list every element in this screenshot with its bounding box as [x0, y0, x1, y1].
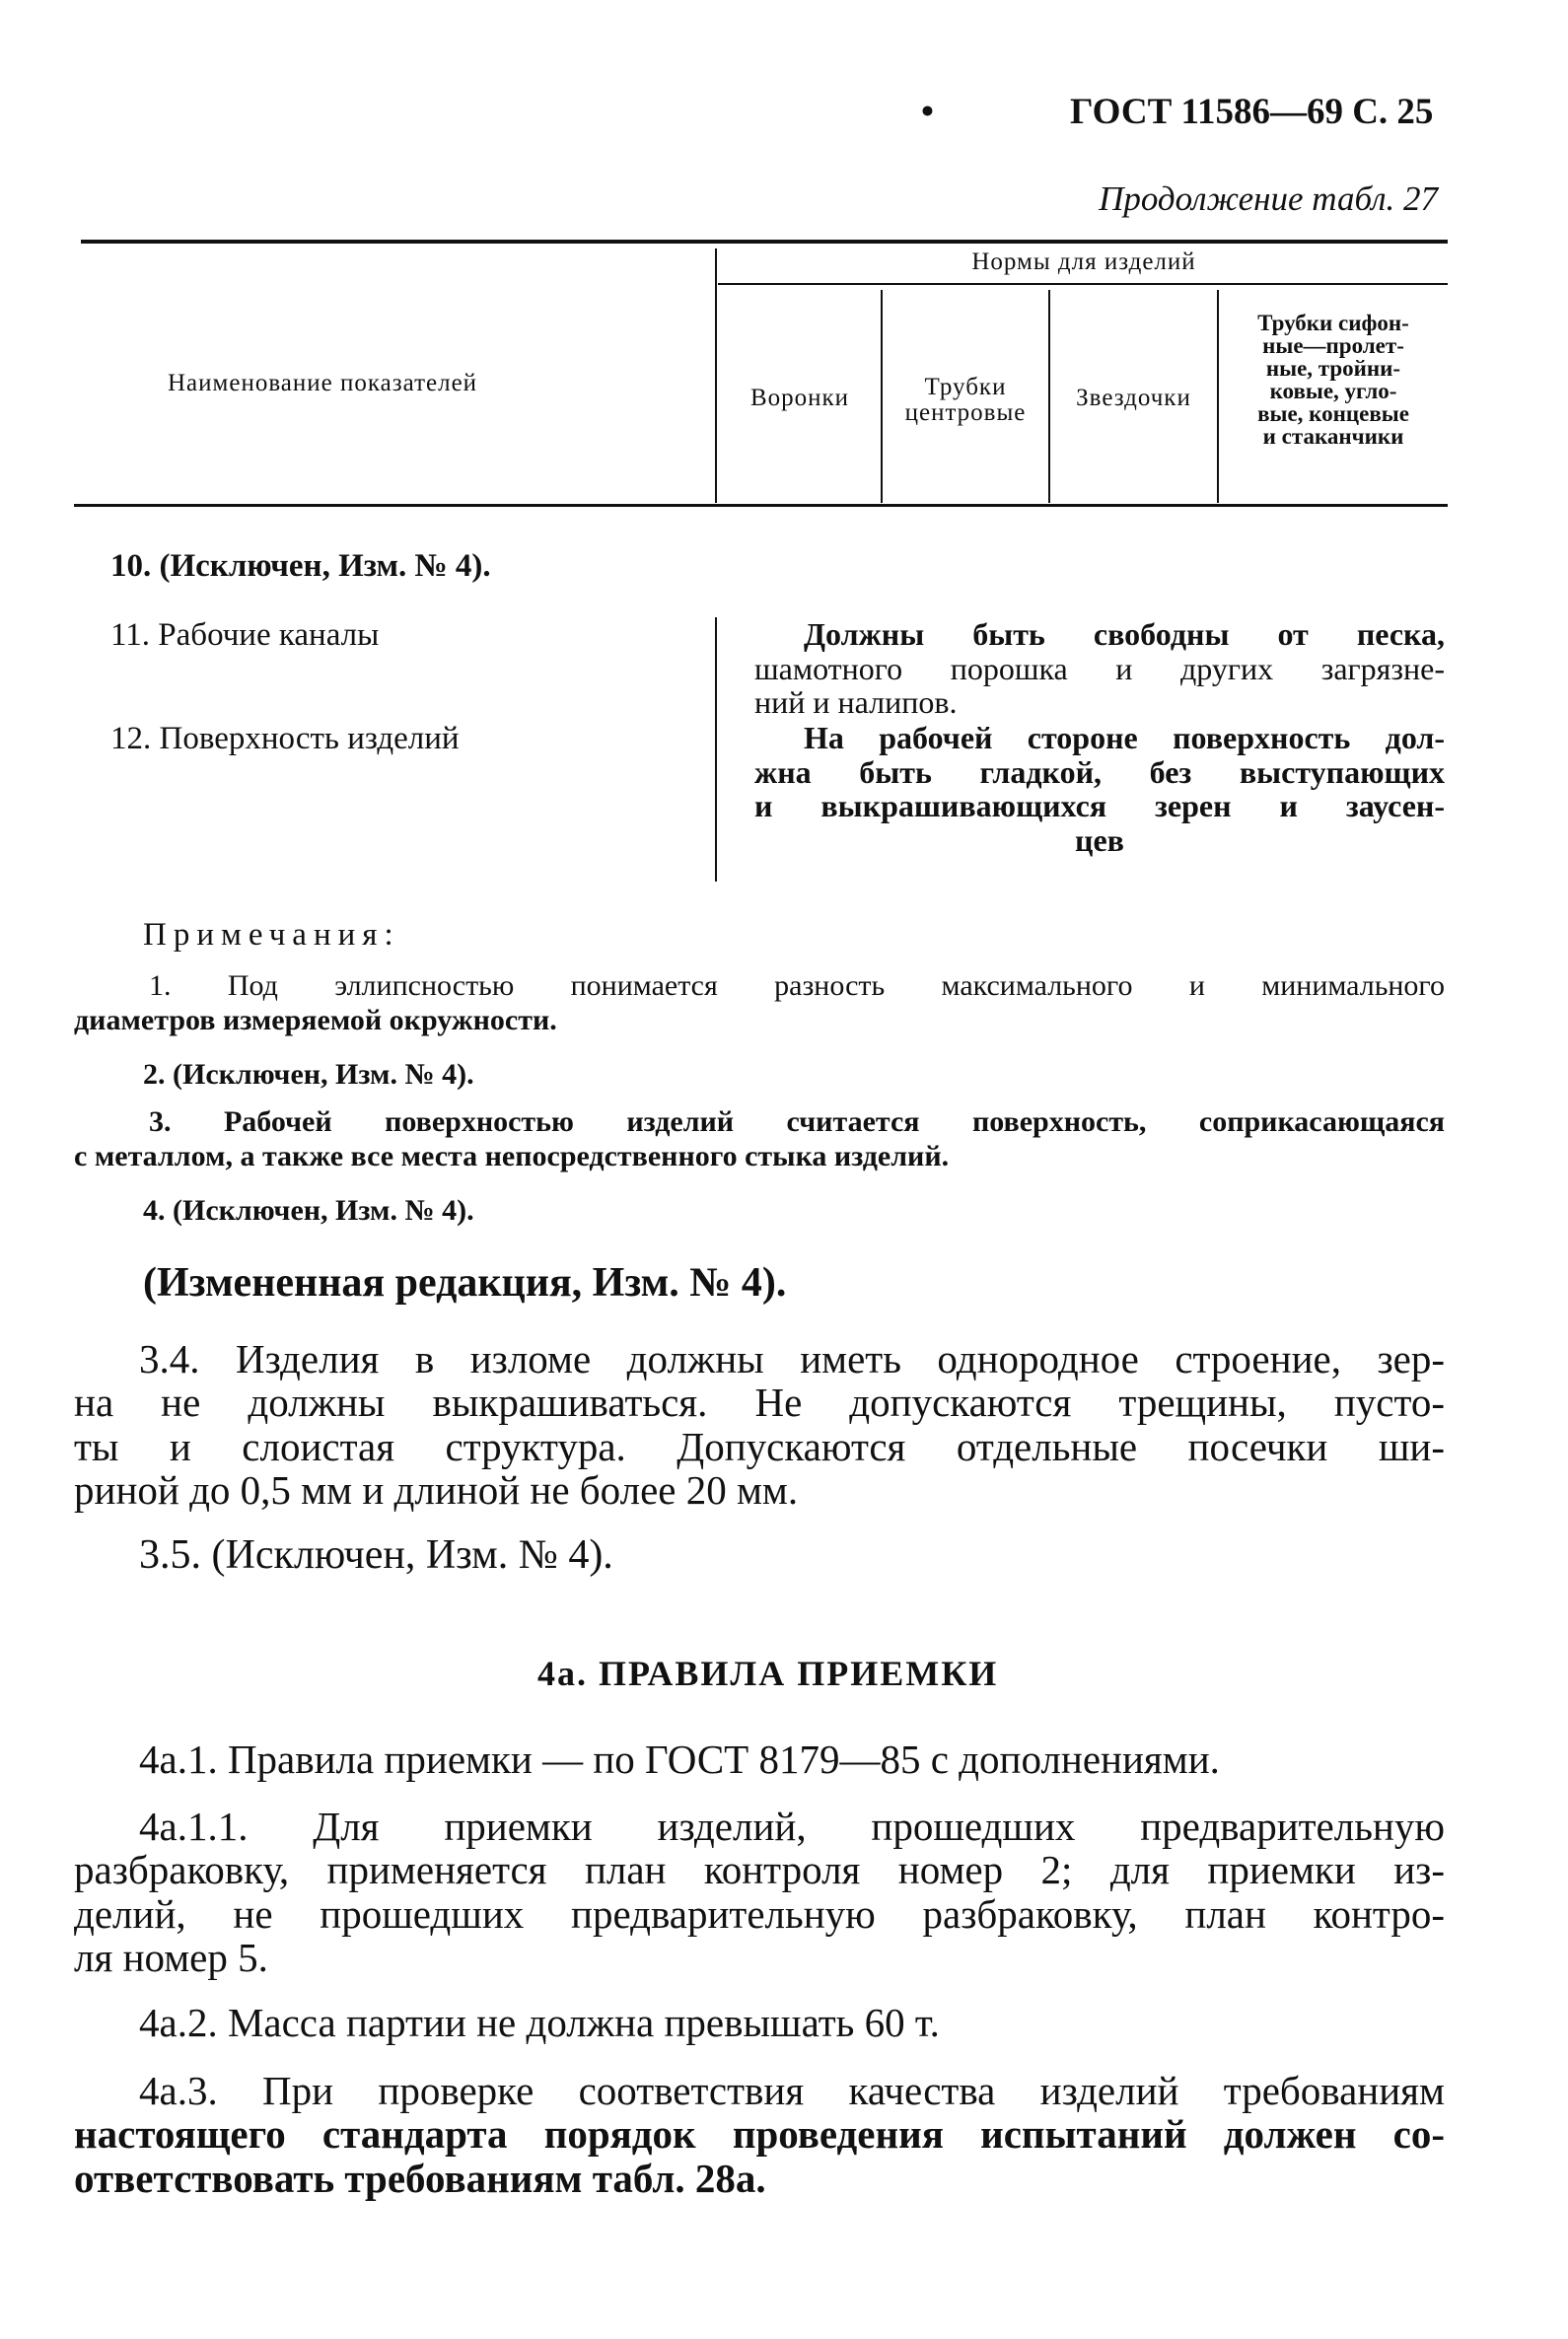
column-header-siphon-tubes — [1219, 312, 1448, 448]
norm-11-line-3: ний и налипов. — [754, 684, 958, 721]
p34-line-2: на не должны выкрашиваться. Не допускаются трещины, пусто- — [74, 1380, 1445, 1426]
table-body-divider — [715, 617, 717, 882]
note-3-line-2: с металлом, а также все места непосредственного стыка изделий. — [74, 1140, 950, 1173]
p34-line-3: ты и слоистая структура. Допускаются отдельные посечки ши- — [74, 1423, 1445, 1469]
revision-note: (Измененная редакция, Изм. № 4). — [143, 1260, 787, 1306]
table-divider-main — [715, 248, 717, 503]
note-3-line-1: 3. Рабочей поверхностью изделий считается поверхность, соприкасающаяся — [149, 1105, 1445, 1138]
section-title-acceptance-rules: 4а. ПРАВИЛА ПРИЕМКИ — [537, 1654, 999, 1693]
note-2: 2. (Исключен, Изм. № 4). — [143, 1058, 474, 1091]
p4a11-line-4: ля номер 5. — [74, 1934, 268, 1980]
siphon-line-2: ные—пролет- — [1262, 333, 1404, 358]
norm-row-12 — [754, 721, 1445, 857]
p34-line-1: 3.4. Изделия в изломе должны иметь однородное строение, зер- — [139, 1336, 1445, 1382]
paragraph-3-4 — [74, 1337, 1445, 1512]
p4a3-line-1: 4а.3. При проверке соответствия качества изделий требованиям — [139, 2068, 1445, 2113]
siphon-line-1: Трубки сифон- — [1257, 311, 1409, 335]
table-row-12: 12. Поверхность изделий — [110, 721, 460, 756]
note-1-line-2: диаметров измеряемой окружности. — [74, 1004, 557, 1037]
column-header-funnels: Воронки — [749, 385, 850, 411]
p4a11-line-1: 4а.1.1. Для приемки изделий, прошедших предварительную — [139, 1804, 1445, 1849]
note-1 — [74, 968, 1445, 1038]
page-header-title: ГОСТ 11586—69 С. 25 — [1070, 92, 1434, 132]
column-header-stars: Звездочки — [1076, 385, 1191, 411]
note-3 — [74, 1104, 1445, 1174]
p4a3-line-2: настоящего стандарта порядок проведения испытаний должен со- — [74, 2111, 1445, 2158]
p4a11-line-3: делий, не прошедших предварительную разбраковку, план контро- — [74, 1890, 1445, 1937]
siphon-line-4: ковые, угло- — [1269, 379, 1397, 403]
siphon-line-5: вые, концевые — [1257, 401, 1409, 426]
norm-11-line-1: Должны быть свободны от песка, — [804, 616, 1445, 652]
norm-12-line-2: жна быть гладкой, без выступающих — [754, 753, 1445, 790]
notes-title: Примечания: — [143, 917, 400, 953]
column-header-center-tubes-line1: Трубки — [924, 374, 1007, 400]
norm-row-11 — [754, 617, 1445, 720]
column-header-center-tubes-line2: центровые — [904, 399, 1027, 427]
norm-12-line-4: цев — [1075, 821, 1124, 858]
note-4: 4. (Исключен, Изм. № 4). — [143, 1194, 474, 1227]
siphon-line-3: ные, тройни- — [1265, 356, 1401, 381]
table-continuation-caption: Продолжение табл. 27 — [1099, 179, 1438, 218]
column-header-indicator-name: Наименование показателей — [168, 370, 478, 396]
norm-11-line-2: шамотного порошка и других загрязне- — [754, 650, 1445, 686]
column-header-norms: Нормы для изделий — [971, 248, 1196, 275]
p4a3-line-3: ответствовать требованиям табл. 28а. — [74, 2155, 766, 2201]
p34-line-4: риной до 0,5 мм и длиной не более 20 мм. — [74, 1466, 799, 1513]
siphon-line-6: и стаканчики — [1262, 424, 1404, 449]
paragraph-4a-1: 4а.1. Правила приемки — по ГОСТ 8179—85 с дополнениями. — [139, 1737, 1220, 1782]
paragraph-4a-3 — [74, 2069, 1445, 2200]
paragraph-3-5: 3.5. (Исключен, Изм. № 4). — [139, 1532, 613, 1578]
table-header-bottom-rule — [74, 504, 1448, 507]
header-dot: • — [921, 92, 934, 132]
table-row-10: 10. (Исключен, Изм. № 4). — [110, 548, 491, 584]
note-1-line-1: 1. Под эллипсностью понимается разность максимального и минимального — [149, 969, 1445, 1002]
paragraph-4a-1-1 — [74, 1805, 1445, 1979]
norm-12-line-3: и выкрашивающихся зерен и заусен- — [754, 788, 1445, 824]
column-header-center-tubes — [883, 375, 1048, 427]
paragraph-4a-2: 4а.2. Масса партии не должна превышать 60 т. — [139, 2000, 940, 2045]
norms-subheader-rule — [718, 283, 1448, 285]
p4a11-line-2: разбраковку, применяется план контроля номер 2; для приемки из- — [74, 1847, 1445, 1893]
norm-12-line-1: На рабочей стороне поверхность дол- — [804, 720, 1445, 755]
table-row-11: 11. Рабочие каналы — [110, 617, 380, 653]
